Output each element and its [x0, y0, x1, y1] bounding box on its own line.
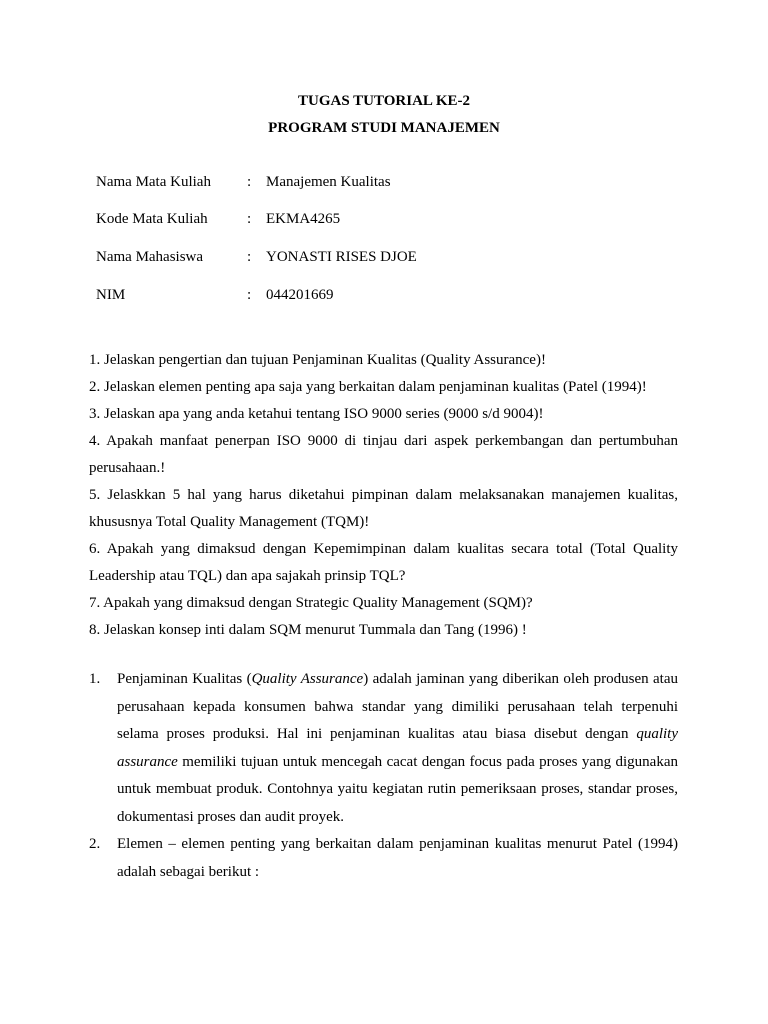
info-value: EKMA4265 — [266, 211, 341, 227]
info-colon: : — [247, 211, 252, 227]
answer-item — [89, 831, 678, 886]
question-list — [89, 347, 678, 644]
question-item: 7. Apakah yang dimaksud dengan Strategic Quality Management (SQM)? — [89, 595, 533, 611]
info-colon: : — [247, 287, 252, 303]
answer-item — [89, 666, 678, 831]
question-item: 6. Apakah yang dimaksud dengan Kepemimpinan dalam kualitas secara total (Total Quality Leadership atau TQL) dan apa sajakah prinsip TQL? — [89, 541, 678, 584]
question-item: 1. Jelaskan pengertian dan tujuan Penjaminan Kualitas (Quality Assurance)! — [89, 352, 546, 368]
document-title: TUGAS TUTORIAL KE-2 — [298, 93, 470, 109]
info-label: NIM — [96, 287, 126, 303]
answer-text: memiliki tujuan untuk mencegah cacat dengan focus pada proses yang digunakan untuk membuat produk. Contohnya yaitu kegiatan rutin pemeriksaan proses, standar proses, dokumentasi proses dan audit proyek. — [117, 753, 678, 825]
question-item: 3. Jelaskan apa yang anda ketahui tentang ISO 9000 series (9000 s/d 9004)! — [89, 406, 544, 422]
answer-text: ) adalah jaminan yang diberikan oleh produsen atau perusahaan kepada konsumen bahwa standar yang dimiliki perusahaan telah terpenuhi selama proses produksi. Hal ini penjaminan kualitas atau biasa disebut dengan — [117, 671, 678, 742]
answer-text: Penjaminan Kualitas ( — [117, 671, 252, 687]
info-label: Kode Mata Kuliah — [96, 211, 208, 227]
answer-text: Elemen – elemen penting yang berkaitan dalam penjaminan kualitas menurut Patel (1994) adalah sebagai berikut : — [117, 836, 678, 880]
question-item: 2. Jelaskan elemen penting apa saja yang berkaitan dalam penjaminan kualitas (Patel (1994)! — [89, 379, 647, 395]
info-value: YONASTI RISES DJOE — [266, 249, 417, 265]
info-value: 044201669 — [266, 287, 334, 303]
info-value: Manajemen Kualitas — [266, 174, 391, 190]
answer-list — [89, 666, 678, 886]
question-item: 8. Jelaskan konsep inti dalam SQM menurut Tummala dan Tang (1996) ! — [89, 622, 527, 638]
info-label: Nama Mahasiswa — [96, 249, 204, 265]
info-colon: : — [247, 249, 252, 265]
answer-italic-term: Quality Assurance — [251, 671, 364, 687]
answer-number: 1. — [89, 671, 101, 687]
answer-number: 2. — [89, 836, 101, 852]
document-subtitle: PROGRAM STUDI MANAJEMEN — [268, 120, 500, 136]
question-item: 4. Apakah manfaat penerpan ISO 9000 di tinjau dari aspek perkembangan dan pertumbuhan perusahaan.! — [89, 433, 678, 476]
info-label: Nama Mata Kuliah — [96, 174, 211, 190]
info-colon: : — [247, 174, 252, 190]
question-item: 5. Jelaskkan 5 hal yang harus diketahui pimpinan dalam melaksanakan manajemen kualitas, khususnya Total Quality Management (TQM)! — [89, 487, 678, 530]
answer-italic-term: quality assurance — [117, 726, 678, 770]
